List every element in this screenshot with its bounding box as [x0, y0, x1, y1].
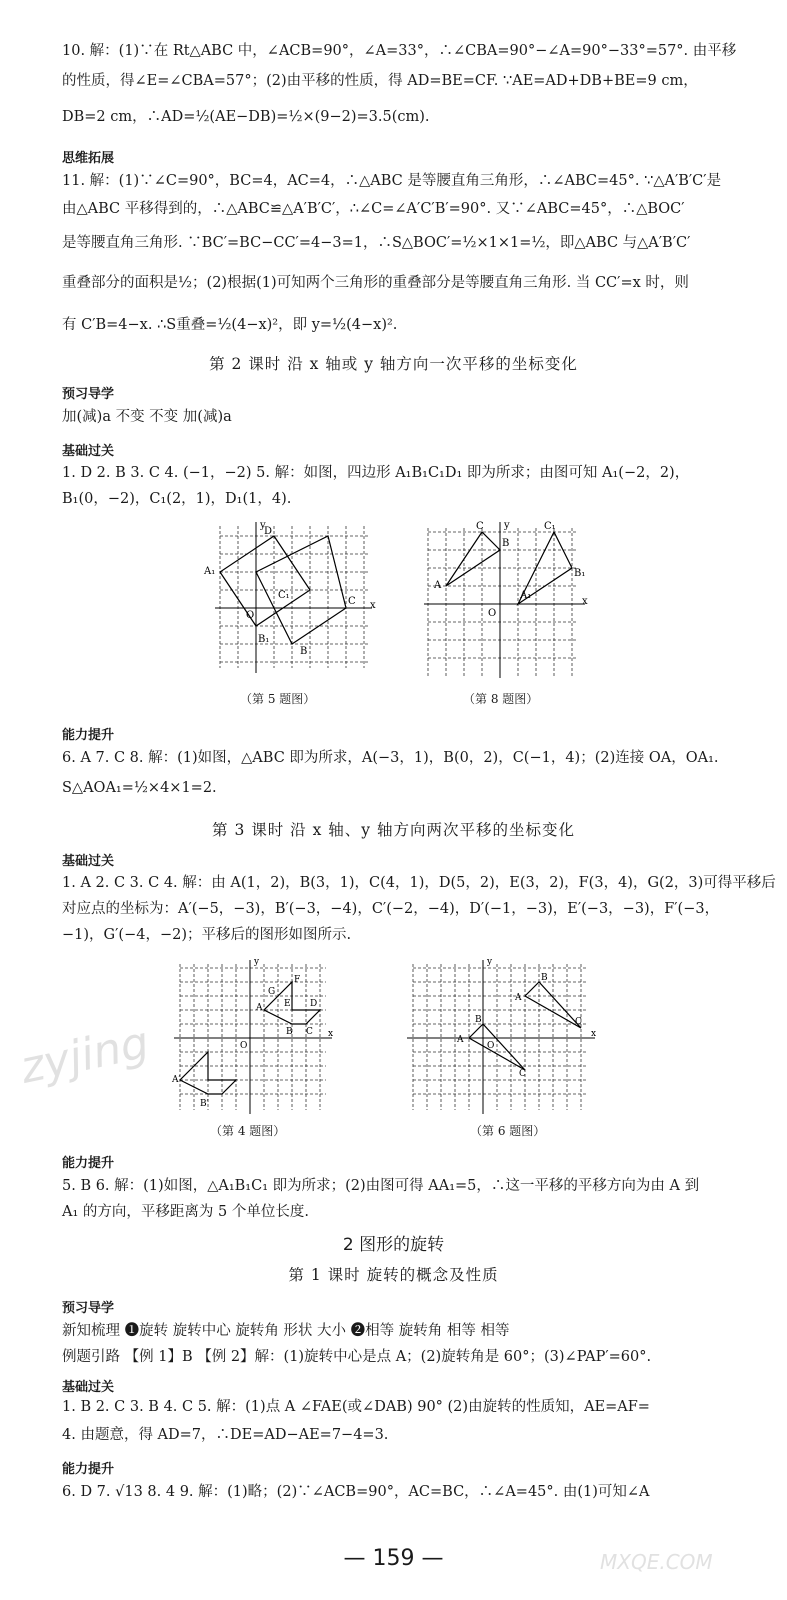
- svg-text:A: A: [457, 1035, 464, 1045]
- q10-line1: 10. 解：(1)∵在 Rt△ABC 中，∠ACB=90°，∠A=33°，∴∠CBA=90°−∠A=90°−33°=57°. 由平移: [62, 43, 737, 59]
- svg-text:B: B: [300, 646, 308, 657]
- heading-jichu-1: 基础过关: [62, 444, 115, 459]
- svg-text:D: D: [310, 999, 318, 1009]
- svg-text:C: C: [519, 1069, 526, 1079]
- svg-text:C: C: [306, 1027, 313, 1037]
- svg-text:B: B: [286, 1027, 293, 1037]
- caption-q8: （第 8 题图）: [463, 692, 539, 706]
- jichu2-line2: 对应点的坐标为：A′(−5，−3)，B′(−3，−4)，C′(−2，−4)，D′(−1，−3)，E′(−3，−3)，F′(−3，: [62, 901, 720, 917]
- q11-line5: 有 C′B=4−x. ∴S重叠=½(4−x)²，即 y=½(4−x)².: [62, 317, 398, 333]
- q10-line3: DB=2 cm，∴AD=½(AE−DB)=½×(9−2)=3.5(cm).: [62, 109, 430, 125]
- heading-yuxi-1: 预习导学: [62, 387, 115, 402]
- svg-text:C: C: [348, 596, 356, 607]
- caption-q5: （第 5 题图）: [240, 692, 316, 706]
- page-number: — 159 —: [343, 1546, 444, 1571]
- svg-text:C: C: [575, 1017, 582, 1027]
- svg-text:A: A: [515, 993, 522, 1003]
- svg-text:O: O: [488, 608, 497, 619]
- liti-line: 例题引路 【例 1】B 【例 2】解：(1)旋转中心是点 A；(2)旋转角是 60°；(3)∠PAP′=60°.: [62, 1349, 652, 1365]
- q10-line2: 的性质，得∠E=∠CBA=57°；(2)由平移的性质，得 AD=BE=CF. ∵AE=AD+DB+BE=9 cm，: [62, 73, 698, 89]
- svg-text:y: y: [487, 958, 493, 967]
- svg-text:y: y: [504, 520, 510, 531]
- svg-text:A₁: A₁: [204, 566, 216, 577]
- jichu3-line2: 4. 由题意，得 AD=7，∴DE=AD−AE=7−4=3.: [62, 1427, 389, 1443]
- svg-text:B: B: [541, 973, 548, 983]
- svg-text:x: x: [582, 596, 588, 607]
- figure-q4-grid: [170, 958, 340, 1118]
- figure-q5-grid: [200, 518, 380, 686]
- nengli2-line1: 5. B 6. 解：(1)如图，△A₁B₁C₁ 即为所求；(2)由图可得 AA₁=5，∴这一平移的平移方向为由 A 到: [62, 1178, 700, 1194]
- heading-yuxi-2: 预习导学: [62, 1301, 115, 1316]
- heading-nengli-3: 能力提升: [62, 1462, 115, 1477]
- jichu2-line3: −1)，G′(−4，−2)；平移后的图形如图所示.: [62, 927, 352, 943]
- lesson-rotation-title: 第 1 课时 旋转的概念及性质: [288, 1266, 499, 1284]
- svg-text:A₁: A₁: [520, 590, 532, 601]
- caption-q6: （第 6 题图）: [470, 1124, 546, 1138]
- q11-line1: 11. 解：(1)∵∠C=90°，BC=4，AC=4，∴△ABC 是等腰直角三角形，∴∠ABC=45°. ∵△A′B′C′是: [62, 173, 722, 189]
- jichu3-line1: 1. B 2. C 3. B 4. C 5. 解：(1)点 A ∠FAE(或∠DAB) 90° (2)由旋转的性质知，AE=AF=: [62, 1399, 650, 1415]
- watermark-left: zyjing: [16, 1017, 154, 1094]
- svg-text:E: E: [284, 999, 291, 1009]
- lesson2-title: 第 2 课时 沿 x 轴或 y 轴方向一次平移的坐标变化: [209, 355, 578, 373]
- heading-nengli-2: 能力提升: [62, 1156, 115, 1171]
- nengli1-line2: S△AOA₁=½×4×1=2.: [62, 780, 217, 796]
- svg-text:C₁: C₁: [278, 590, 290, 601]
- svg-text:O: O: [487, 1041, 495, 1051]
- svg-text:O: O: [240, 1041, 248, 1051]
- lesson3-title: 第 3 课时 沿 x 轴、y 轴方向两次平移的坐标变化: [212, 821, 575, 839]
- svg-text:y: y: [254, 958, 260, 967]
- svg-text:D: D: [264, 526, 273, 537]
- jichu2-line1: 1. A 2. C 3. C 4. 解：由 A(1，2)，B(3，1)，C(4，1)，D(5，2)，E(3，2)，F(3，4)，G(2，3)可得平移后: [62, 875, 776, 891]
- jichu1-line2: B₁(0，−2)，C₁(2，1)，D₁(1，4).: [62, 491, 292, 507]
- svg-text:A′: A′: [172, 1075, 181, 1085]
- svg-text:B₁: B₁: [258, 634, 270, 645]
- svg-text:B: B: [475, 1015, 482, 1025]
- figure-q8-grid: [420, 518, 595, 686]
- svg-text:x: x: [370, 600, 376, 611]
- svg-text:B₁: B₁: [574, 568, 586, 579]
- heading-nengli-1: 能力提升: [62, 728, 115, 743]
- heading-siwei: 思维拓展: [62, 151, 115, 166]
- svg-text:x: x: [328, 1029, 334, 1039]
- nengli1-line1: 6. A 7. C 8. 解：(1)如图，△ABC 即为所求，A(−3，1)，B(0，2)，C(−1，4)；(2)连接 OA，OA₁.: [62, 750, 719, 766]
- section2-title: 2 图形的旋转: [342, 1235, 445, 1255]
- nengli3-line1: 6. D 7. √13 8. 4 9. 解：(1)略；(2)∵∠ACB=90°，AC=BC，∴∠A=45°. 由(1)可知∠A: [62, 1484, 650, 1500]
- svg-text:x: x: [591, 1029, 597, 1039]
- svg-text:A: A: [434, 580, 442, 591]
- figure-q6-grid: [405, 958, 600, 1118]
- svg-text:A: A: [256, 1003, 263, 1013]
- watermark-corner: MXQE.COM: [600, 1550, 713, 1574]
- q11-line3: 是等腰直角三角形. ∵BC′=BC−CC′=4−3=1，∴S△BOC′=½×1×1=½，即△ABC 与△A′B′C′: [62, 235, 691, 251]
- svg-text:y: y: [260, 520, 266, 531]
- caption-q4: （第 4 题图）: [210, 1124, 286, 1138]
- jichu1-line1: 1. D 2. B 3. C 4. (−1，−2) 5. 解：如图，四边形 A₁B₁C₁D₁ 即为所求；由图可知 A₁(−2，2)，: [62, 465, 690, 481]
- heading-jichu-3: 基础过关: [62, 1380, 115, 1395]
- nengli2-line2: A₁ 的方向，平移距离为 5 个单位长度.: [62, 1204, 309, 1220]
- xinzhi-line: 新知梳理 ❶旋转 旋转中心 旋转角 形状 大小 ❷相等 旋转角 相等 相等: [62, 1323, 510, 1339]
- svg-text:B: B: [502, 538, 510, 549]
- svg-text:C₁: C₁: [544, 521, 556, 532]
- svg-text:F: F: [294, 975, 301, 985]
- svg-text:C: C: [476, 521, 484, 532]
- svg-text:B′: B′: [200, 1099, 209, 1109]
- svg-text:G: G: [268, 987, 276, 997]
- yuxi-answers: 加(减)a 不变 不变 加(减)a: [62, 409, 232, 425]
- svg-text:O: O: [246, 610, 255, 621]
- heading-jichu-2: 基础过关: [62, 854, 115, 869]
- q11-line2: 由△ABC 平移得到的，∴△ABC≌△A′B′C′，∴∠C=∠A′C′B′=90°. 又∵∠ABC=45°，∴△BOC′: [62, 201, 685, 217]
- q11-line4: 重叠部分的面积是½；(2)根据(1)可知两个三角形的重叠部分是等腰直角三角形. 当 CC′=x 时，则: [62, 275, 689, 291]
